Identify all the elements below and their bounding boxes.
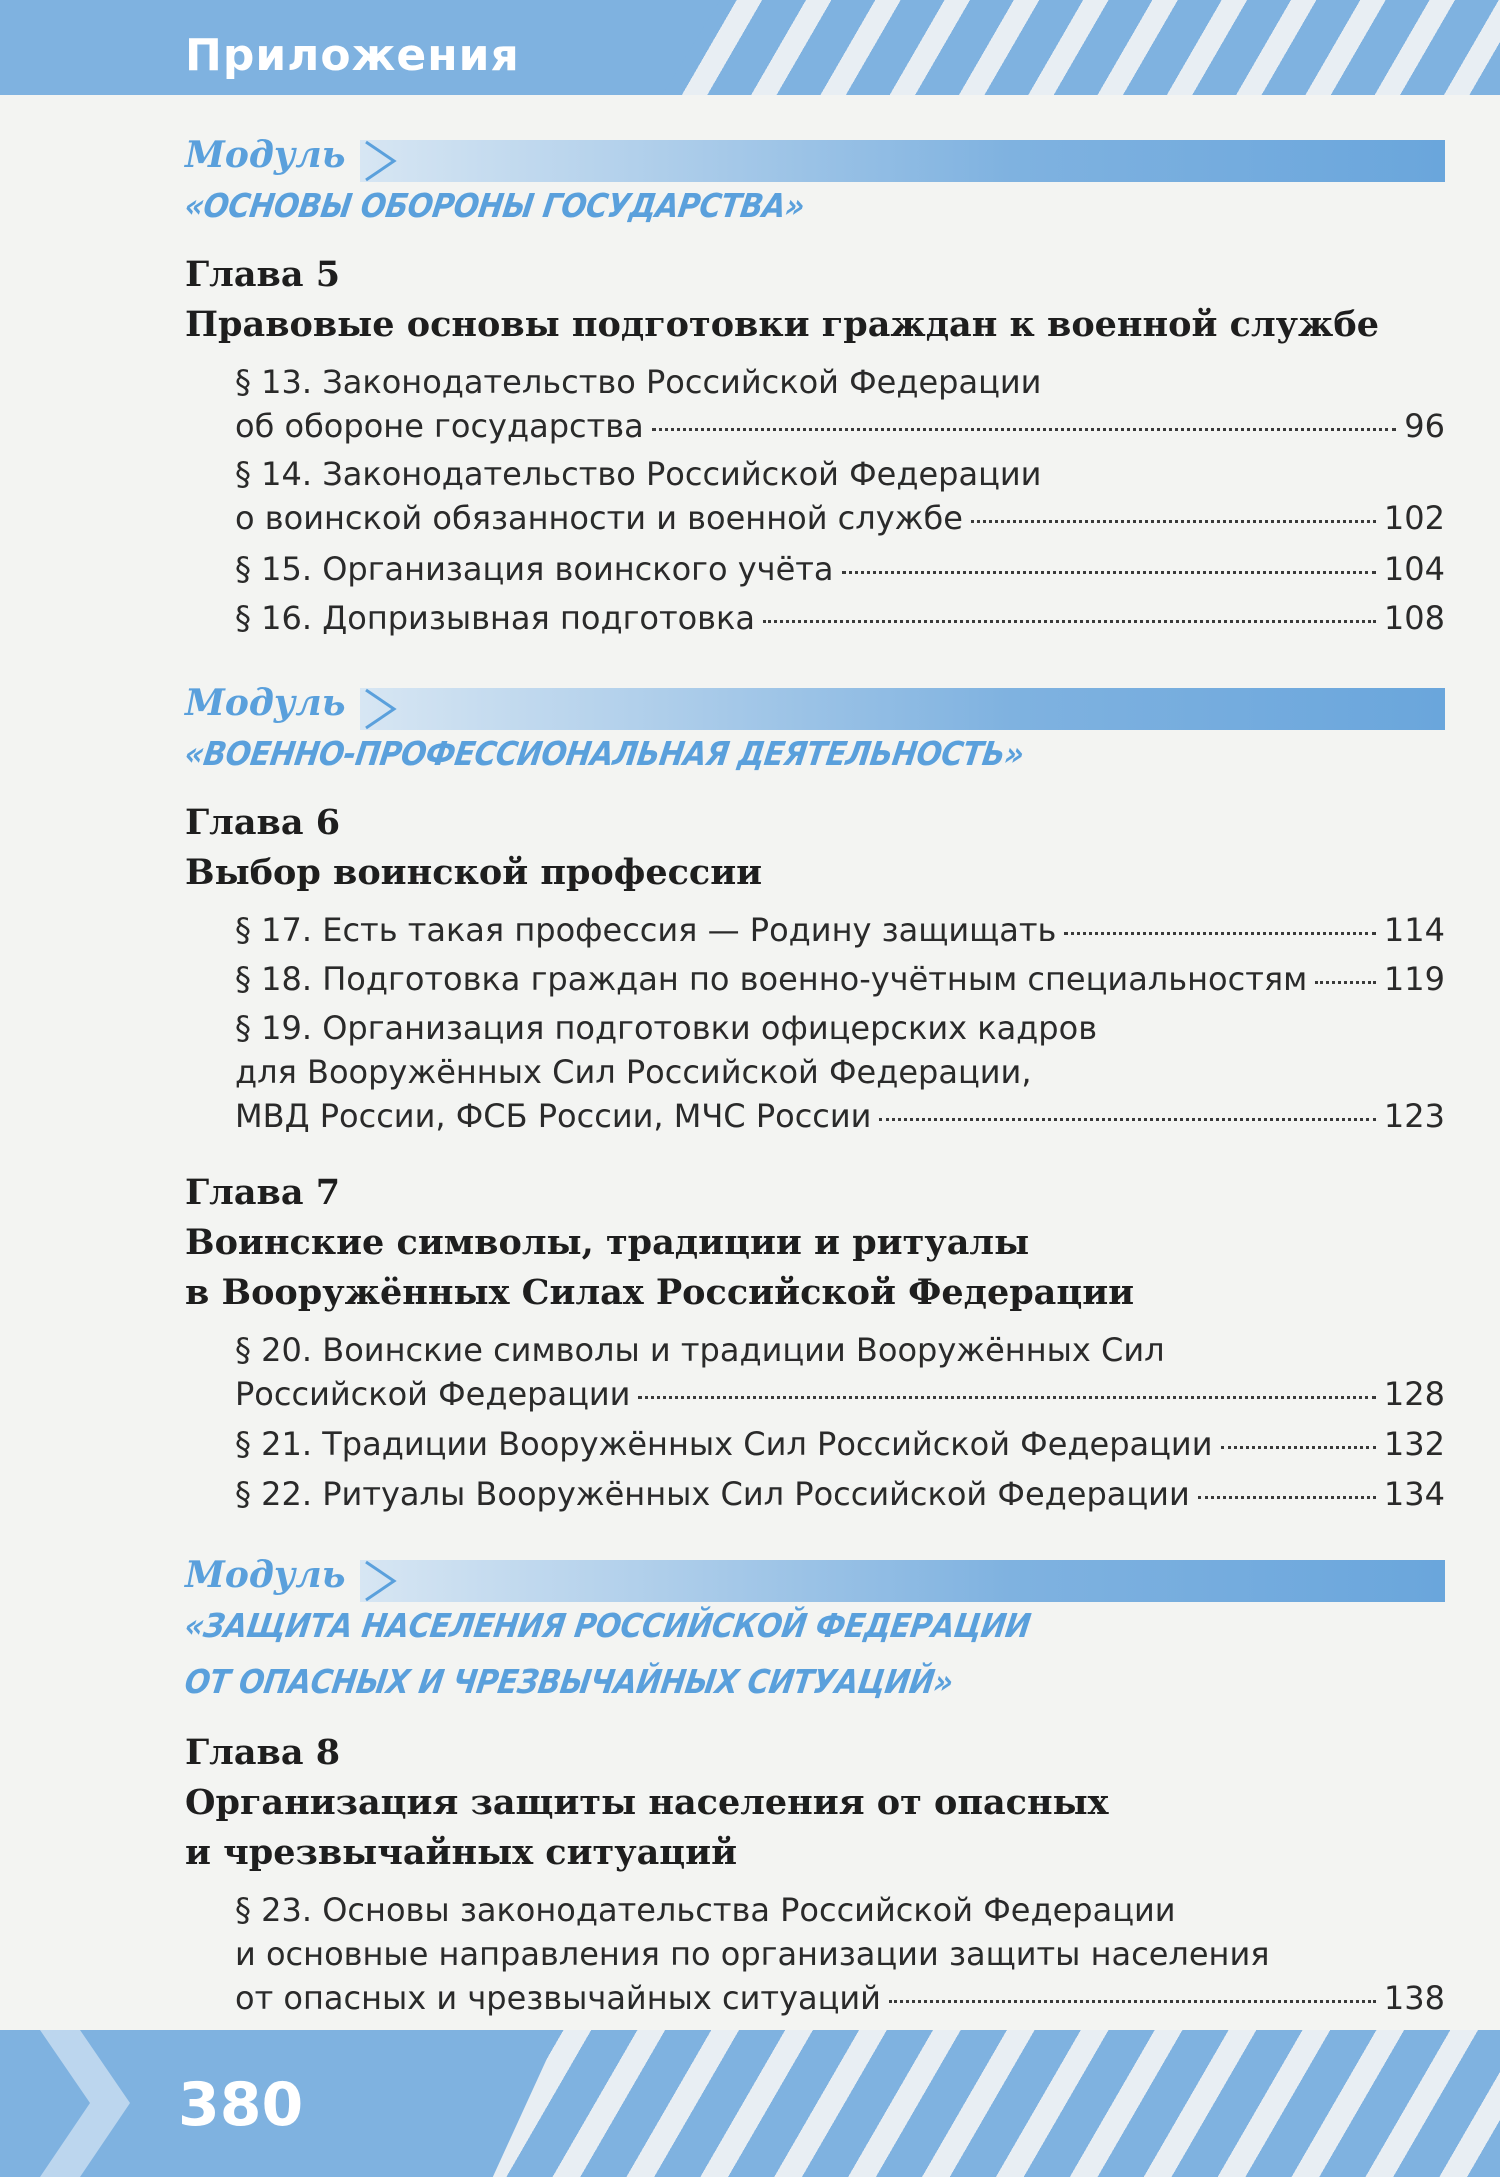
toc-entry-19[interactable]	[235, 1006, 1445, 1138]
toc-entry-text: об обороне государства	[235, 407, 644, 445]
toc-entry-14[interactable]	[235, 452, 1445, 540]
page-number: 380	[178, 2070, 304, 2140]
toc-entry-13[interactable]	[235, 360, 1445, 448]
chapter-heading-7	[185, 1168, 1465, 1318]
toc-entry-16[interactable]	[235, 596, 1445, 640]
chapter-heading-6	[185, 798, 1465, 898]
module-heading-3	[182, 1552, 1445, 1710]
toc-entry-text: § 16. Допризывная подготовка	[235, 599, 755, 637]
leader-dots	[1221, 1445, 1376, 1449]
chapter-title-line1: Воинские символы, традиции и ритуалы	[185, 1222, 1030, 1263]
toc-entry-18[interactable]	[235, 957, 1445, 1001]
toc-entry-text: § 14. Законодательство Российской Федерации	[235, 455, 1042, 493]
toc-entry-text: § 21. Традиции Вооружённых Сил Российской Федерации	[235, 1425, 1213, 1463]
leader-dots	[1315, 980, 1376, 984]
toc-entry-20[interactable]	[235, 1328, 1445, 1416]
chapter-label: Глава 8	[185, 1732, 341, 1773]
module-heading-2	[182, 680, 1445, 782]
toc-entry-15[interactable]	[235, 547, 1445, 591]
module-heading-1	[182, 132, 1445, 234]
toc-entry-text: § 17. Есть такая профессия — Родину защищать	[235, 911, 1057, 949]
chapter-title: Правовые основы подготовки граждан к военной службе	[185, 304, 1379, 345]
toc-entry-text: § 22. Ритуалы Вооружённых Сил Российской Федерации	[235, 1475, 1190, 1513]
toc-page-number: 119	[1383, 960, 1445, 998]
chapter-label: Глава 5	[185, 254, 341, 295]
toc-entry-text: для Вооружённых Сил Российской Федерации,	[235, 1053, 1032, 1091]
toc-entry-text: § 19. Организация подготовки офицерских кадров	[235, 1009, 1098, 1047]
chapter-title-line2: в Вооружённых Силах Российской Федерации	[185, 1272, 1135, 1313]
chapter-heading-8	[185, 1728, 1465, 1878]
toc-entry-22[interactable]	[235, 1472, 1445, 1516]
module-name-line1: «ЗАЩИТА НАСЕЛЕНИЯ РОССИЙСКОЙ ФЕДЕРАЦИИ	[182, 1606, 1033, 1645]
module-name: «ОСНОВЫ ОБОРОНЫ ГОСУДАРСТВА»	[182, 186, 807, 225]
module-label: Модуль	[185, 1554, 346, 1596]
toc-entry-text: о воинской обязанности и военной службе	[235, 499, 963, 537]
toc-entry-text: от опасных и чрезвычайных ситуаций	[235, 1979, 881, 2017]
module-label: Модуль	[185, 682, 346, 724]
toc-page-number: 114	[1383, 911, 1445, 949]
leader-dots	[889, 1999, 1376, 2003]
toc-entry-text: МВД России, ФСБ России, МЧС России	[235, 1097, 872, 1135]
leader-dots	[763, 619, 1376, 623]
toc-entry-text: § 15. Организация воинского учёта	[235, 550, 834, 588]
toc-page-number: 134	[1383, 1475, 1445, 1513]
toc-entry-23[interactable]	[235, 1888, 1445, 2020]
toc-entry-17[interactable]	[235, 908, 1445, 952]
leader-dots	[842, 570, 1376, 574]
toc-page-number: 138	[1383, 1979, 1445, 2017]
chapter-title-line1: Организация защиты населения от опасных	[185, 1782, 1109, 1823]
chapter-label: Глава 7	[185, 1172, 341, 1213]
module-label: Модуль	[185, 134, 346, 176]
chapter-title: Выбор воинской профессии	[185, 852, 763, 893]
chapter-label: Глава 6	[185, 802, 341, 843]
toc-page-number: 104	[1383, 550, 1445, 588]
toc-entry-text: § 20. Воинские символы и традиции Вооружённых Сил	[235, 1331, 1165, 1369]
leader-dots	[1198, 1495, 1376, 1499]
toc-page-number: 123	[1383, 1097, 1445, 1135]
chapter-title-line2: и чрезвычайных ситуаций	[185, 1832, 738, 1873]
toc-page-number: 128	[1383, 1375, 1445, 1413]
leader-dots	[879, 1117, 1375, 1121]
toc-page-number: 102	[1383, 499, 1445, 537]
module-name-line2: ОТ ОПАСНЫХ И ЧРЕЗВЫЧАЙНЫХ СИТУАЦИЙ»	[182, 1662, 956, 1701]
module-name: «ВОЕННО-ПРОФЕССИОНАЛЬНАЯ ДЕЯТЕЛЬНОСТЬ»	[182, 734, 1027, 773]
chevron-right-icon	[40, 2030, 130, 2177]
leader-dots	[638, 1395, 1375, 1399]
toc-entry-text: и основные направления по организации защиты населения	[235, 1935, 1270, 1973]
leader-dots	[971, 519, 1376, 523]
toc-entry-text: § 23. Основы законодательства Российской Федерации	[235, 1891, 1176, 1929]
leader-dots	[652, 427, 1397, 431]
toc-page-number: 108	[1383, 599, 1445, 637]
toc-page-number: 132	[1383, 1425, 1445, 1463]
toc-entry-text: § 18. Подготовка граждан по военно-учётным специальностям	[235, 960, 1308, 998]
page-header-title: Приложения	[185, 30, 520, 81]
chapter-heading-5	[185, 250, 1465, 350]
toc-entry-text: § 13. Законодательство Российской Федерации	[235, 363, 1042, 401]
leader-dots	[1064, 931, 1376, 935]
toc-page-number: 96	[1404, 407, 1445, 445]
toc-entry-21[interactable]	[235, 1422, 1445, 1466]
toc-entry-text: Российской Федерации	[235, 1375, 631, 1413]
